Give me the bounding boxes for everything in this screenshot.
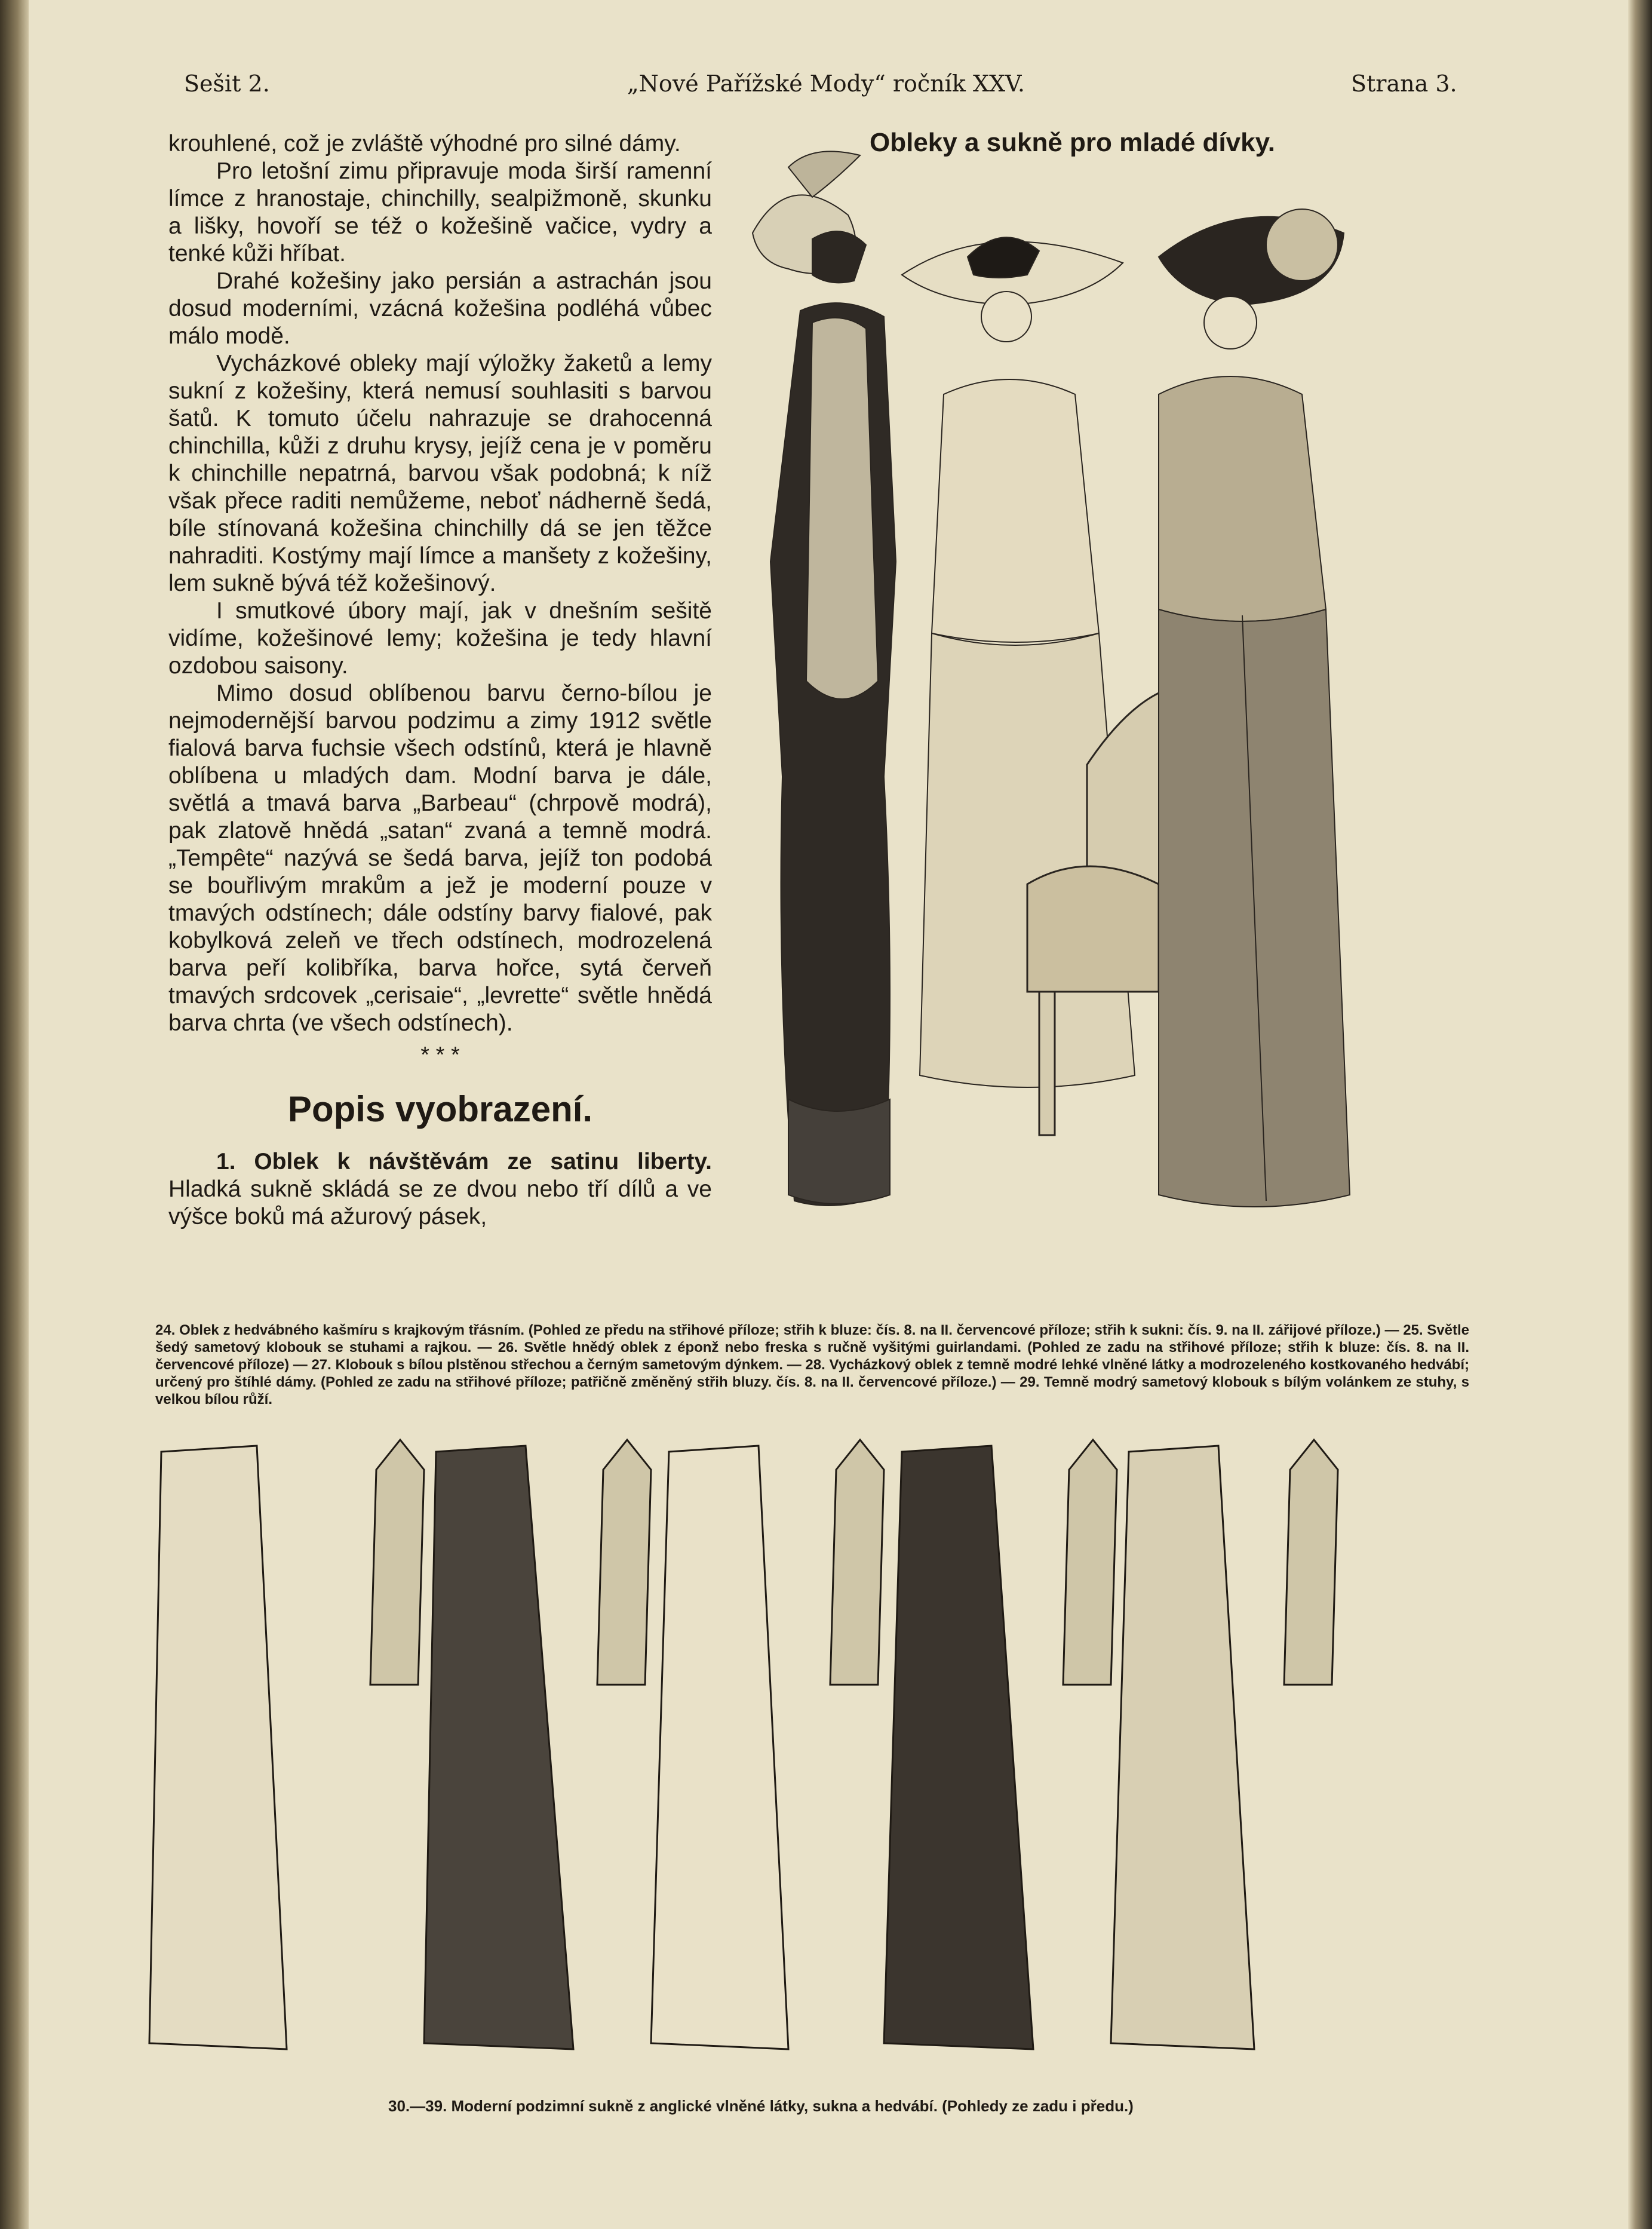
skirt-33: [597, 1440, 651, 1685]
section-heading: Popis vyobrazení.: [287, 1089, 593, 1129]
skirt-39: [1284, 1440, 1338, 1685]
paragraph: Drahé kožešiny jako persián a astrachán jsou dosud moderními, vzácná kožešina podléhá vůbec málo modě.: [168, 268, 712, 349]
skirt-30: [149, 1446, 287, 2049]
paragraph: Vycházkové obleky mají výložky žaketů a lemy sukní z kožešiny, která nemusí souhlasiti s barvou šatů. K tomuto účelu nahrazuje se drahocenná chinchilla, kůži z druhu krysy, jejíž cena je v poměru k chinchille nepatrná, barvou však podobná; k níž však přece raditi nemůžeme, neboť nádherně šedá, bíle stínovaná kožešina chinchilly dá se jen těžce nahraditi. Kostýmy mají límce a manšety z kožešiny, lem sukně bývá též kožešinový.: [168, 351, 712, 596]
skirt-36: [884, 1446, 1033, 2049]
header-page-number: Strana 3.: [1351, 70, 1457, 97]
article-column: [168, 130, 712, 1231]
skirt-38: [1111, 1446, 1254, 2049]
paragraph: Mimo dosud oblíbenou barvu černo-bílou je nejmodernější barvou podzimu a zimy 1912 světle fialová barva fuchsie všech odstínů, která je hlavně oblíbena u mladých dam. Modní barva je dále, světlá a tmavá barva „Barbeau“ (chrpově modrá), pak zlatově hnědá „satan“ zvaná a temně modrá. „Tempête“ nazývá se šedá barva, jejíž ton podobá se bouřlivým mrakům a jež je moderní pouze v tmavých odstínech; dále odstíny barvy fialové, pak kobylková zeleň ve třech odstínech, modrozelená barva peří kolibříka, barva hořce, sytá červeň tmavých srdcovek „cerisaie“, „levrette“ světle hnědá barva chrta (ve všech odstínech).: [168, 680, 712, 1036]
header-title: „Nové Pařížské Mody“ ročník XXV.: [627, 70, 1025, 97]
header-issue: Sešit 2.: [184, 70, 270, 97]
figure-left: [753, 151, 896, 1206]
paragraph: krouhlené, což je zvláště výhodné pro silné dámy.: [168, 131, 681, 157]
skirt-32: [424, 1446, 573, 2049]
figure-right: [1159, 209, 1350, 1207]
figure-caption: 24. Oblek z hedvábného kašmíru s krajkovým třásním. (Pohled ze předu na střihové příloze; střih k bluze: čís. 8. na II. červencové příloze; střih k sukni: čís. 9. na II. zářijové příloze.) — 25. Světle šedý sametový klobouk se stuhami a rajkou. — 26. Světle hnědý oblek z éponž nebo freska s ručně vyšitými guirlandami. (Pohled ze zadu na střihové příloze; střih k bluze: čís. 8. na II. červencové příloze) — 27. Klobouk s bílou plstěnou střechou a černým sametovým dýnkem. — 28. Vycházkový oblek z temně modré lehké vlněné látky a modrozeleného kostkovaného hedvábí; určený pro štíhlé dámy. (Pohled ze zadu na střihové příloze; patřičně změněný střih bluzy. čís. 8. na II. červencové příloze.) — 29. Temně modrý sametový klobouk s bílým volánkem ze stuhy, s velkou bílou růží.: [155, 1322, 1469, 1408]
skirt-35: [830, 1440, 884, 1685]
binding-edge: [0, 0, 29, 2229]
paragraph: I smutkové úbory mají, jak v dnešním sešitě vidíme, kožešinové lemy; kožešina je tedy hlavní ozdobou saisony.: [168, 598, 712, 679]
figure-title: Obleky a sukně pro mladé dívky.: [870, 128, 1276, 157]
item-label: 1. Oblek k návštěvám ze satinu liberty.: [216, 1149, 712, 1175]
skirts-caption: 30.—39. Moderní podzimní sukně z anglické vlněné látky, sukna a hedvábí. (Pohledy ze zadu i předu.): [388, 2097, 1134, 2115]
section-divider: * * *: [420, 1043, 460, 1068]
item-description: [168, 1148, 712, 1231]
skirts-illustration: [137, 1434, 1439, 2067]
skirt-37: [1063, 1440, 1117, 1685]
skirt-34: [651, 1446, 788, 2049]
fashion-illustration: [705, 143, 1469, 1290]
paragraph: Pro letošní zimu připravuje moda širší ramenní límce z hranostaje, chinchilly, sealpižmoně, skunku a lišky, hovoří se též o kožešině vačice, vydry a tenké kůži hříbat.: [168, 158, 712, 266]
page-edge: [1628, 0, 1652, 2229]
skirt-31: [370, 1440, 424, 1685]
item-text: Hladká sukně skládá se ze dvou nebo tří dílů a ve výšce boků má ažurový pásek,: [168, 1176, 712, 1230]
